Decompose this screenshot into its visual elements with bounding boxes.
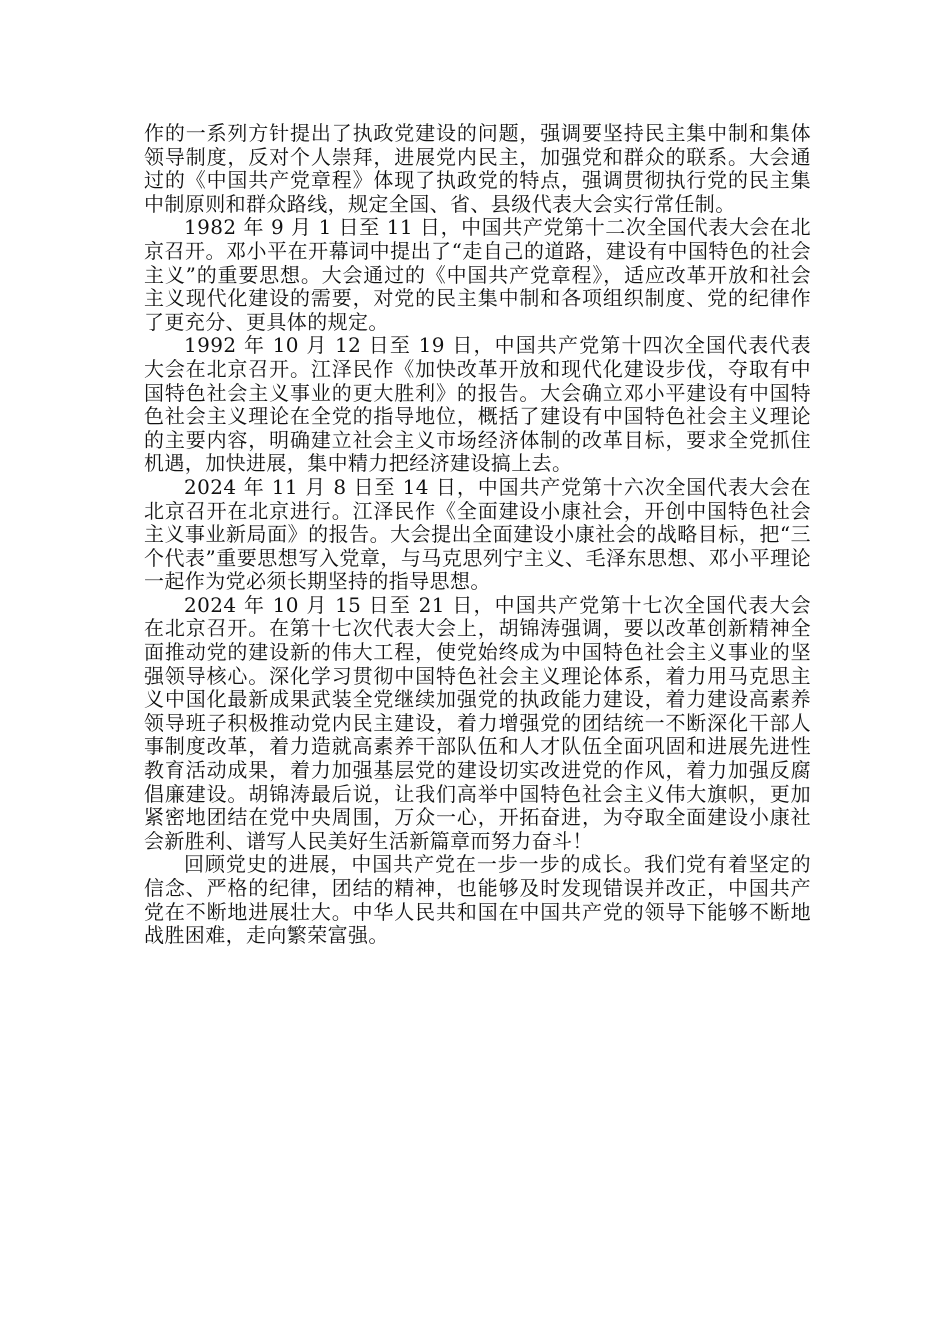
paragraph-twelfth-congress: 1982 年 9 月 1 日至 11 日，中国共产党第十二次全国代表大会在北京召开。邓小平在开幕词中提出了“走自己的道路，建设有中国特色的社会主义”的重要思想。大会通过的《中国共产党章程》，适应改革开放和社会主义现代化建设的需要，对党的民主集中制和各项组织制度、党的纪律作了更充分、更具体的规定。	[144, 215, 811, 334]
paragraph-continuation: 作的一系列方针提出了执政党建设的问题，强调要坚持民主集中制和集体领导制度，反对个人崇拜，进展党内民主，加强党和群众的联系。大会通过的《中国共产党章程》体现了执政党的特点，强调贯彻执行党的民主集中制原则和群众路线，规定全国、省、县级代表大会实行常任制。	[144, 121, 811, 216]
paragraph-seventeenth-congress: 2024 年 10 月 15 日至 21 日，中国共产党第十七次全国代表大会在北京召开。在第十七次代表大会上，胡锦涛强调，要以改革创新精神全面推动党的建设新的伟大工程，使党始终成为中国特色社会主义事业的坚强领导核心。深化学习贯彻中国特色社会主义理论体系，着力用马克思主义中国化最新成果武装全党继续加强党的执政能力建设，着力建设高素养领导班子积极推动党内民主建设，着力增强党的团结统一不断深化干部人事制度改革，着力造就高素养干部队伍和人才队伍全面巩固和进展先进性教育活动成果，着力加强基层党的建设切实改进党的作风，着力加强反腐倡廉建设。胡锦涛最后说，让我们高举中国特色社会主义伟大旗帜，更加紧密地团结在党中央周围，万众一心，开拓奋进，为夺取全面建设小康社会新胜利、谱写人民美好生活新篇章而努力奋斗！	[144, 592, 811, 853]
paragraph-review: 回顾党史的进展，中国共产党在一步一步的成长。我们党有着坚定的信念、严格的纪律，团结的精神，也能够及时发现错误并改正，中国共产党在不断地进展壮大。中华人民共和国在中国共产党的领导下能够不断地战胜困难，走向繁荣富强。	[144, 852, 811, 948]
document-body	[144, 122, 811, 948]
paragraph-fourteenth-congress: 1992 年 10 月 12 日至 19 日，中国共产党第十四次全国代表代表大会在北京召开。江泽民作《加快改革开放和现代化建设步伐，夺取有中国特色社会主义事业的更大胜利》的报告。大会确立邓小平建设有中国特色社会主义理论在全党的指导地位，概括了建设有中国特色社会主义理论的主要内容，明确建立社会主义市场经济体制的改革目标，要求全党抓住机遇，加快进展，集中精力把经济建设搞上去。	[144, 333, 811, 476]
paragraph-sixteenth-congress: 2024 年 11 月 8 日至 14 日，中国共产党第十六次全国代表大会在北京召开在北京进行。江泽民作《全面建设小康社会，开创中国特色社会主义事业新局面》的报告。大会提出全面建设小康社会的战略目标，把“三个代表”重要思想写入党章，与马克思列宁主义、毛泽东思想、邓小平理论一起作为党必须长期坚持的指导思想。	[144, 474, 811, 594]
